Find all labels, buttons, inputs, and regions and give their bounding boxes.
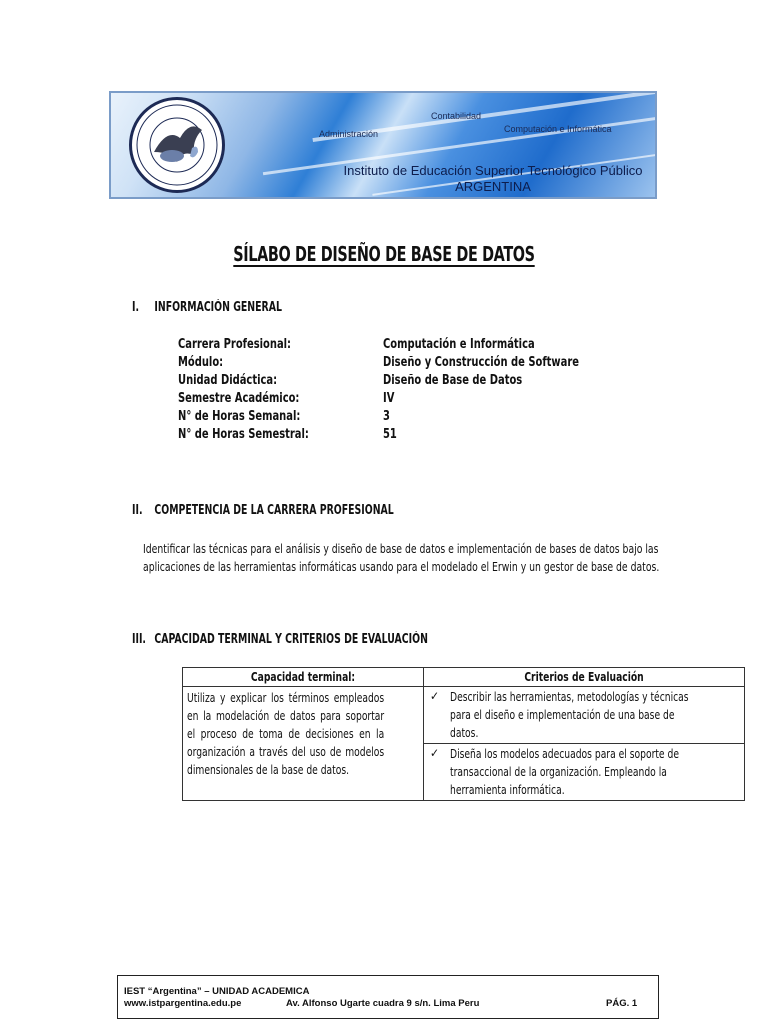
section-heading-2 [132, 503, 394, 518]
banner-title-line2: ARGENTINA [455, 179, 531, 194]
criterio-text: Describir las herramientas, metodologías y técnicas para el diseño e implementación de una base de datos. [450, 690, 689, 740]
header-label: Capacidad terminal: [250, 670, 356, 684]
section-number: II. [132, 503, 143, 518]
info-value: Computación e Informática [383, 337, 535, 352]
criterio-cell [424, 687, 745, 744]
banner-label-administracion: Administración [319, 129, 379, 139]
section-number: III. [132, 632, 146, 647]
table-row [183, 687, 745, 744]
competencia-paragraph: Identificar las técnicas para el análisis y diseño de base de datos e implementación de bases de datos bajo las aplicaciones de las herramientas informáticas usando para el modelado el Erwin y un gestor de base de datos. [143, 542, 660, 574]
table-header-capacidad [183, 668, 424, 687]
info-label: N° de Horas Semestral: [178, 427, 309, 442]
table-header-row [183, 668, 745, 687]
info-value: 51 [383, 427, 397, 442]
section-title: INFORMACIÓN GENERAL [154, 300, 282, 315]
info-value: IV [383, 391, 395, 406]
document-title: SÍLABO DE DISEÑO DE BASE DE DATOS [233, 242, 535, 266]
banner-label-computacion: Computación e Informática [504, 124, 612, 134]
section-title: COMPETENCIA DE LA CARRERA PROFESIONAL [154, 503, 394, 518]
section-heading-3 [132, 632, 428, 647]
banner-institute-title [333, 163, 653, 195]
checkmark-icon: ✓ [430, 689, 440, 703]
section-number: I. [132, 300, 140, 315]
institute-seal-logo [129, 97, 225, 193]
capacidad-cell [183, 687, 424, 801]
info-value: 3 [383, 409, 390, 424]
info-value: Diseño de Base de Datos [383, 373, 523, 388]
banner-title-line1: Instituto de Educación Superior Tecnológico Público [343, 163, 643, 178]
footer-address: Av. Alfonso Ugarte cuadra 9 s/n. Lima Peru [286, 998, 480, 1009]
section-title: CAPACIDAD TERMINAL Y CRITERIOS DE EVALUACIÓN [154, 632, 428, 647]
info-label: Unidad Didáctica: [178, 373, 278, 388]
section-heading-1 [132, 300, 282, 315]
criterio-text: Diseña los modelos adecuados para el soporte de transaccional de la organización. Empleando la herramienta informática. [450, 747, 679, 797]
checkmark-icon: ✓ [430, 746, 440, 760]
footer-website-link[interactable]: www.istpargentina.edu.pe [124, 998, 242, 1009]
header-label: Criterios de Evaluación [524, 670, 644, 684]
info-label: Módulo: [178, 355, 224, 370]
page-footer [117, 975, 659, 1019]
banner-label-contabilidad: Contabilidad [431, 111, 482, 121]
table-header-criterios [424, 668, 745, 687]
info-label: N° de Horas Semanal: [178, 409, 301, 424]
footer-page-number: PÁG. 1 [606, 998, 638, 1009]
footer-institution: IEST “Argentina” – UNIDAD ACADEMICA [124, 986, 310, 997]
criteria-table [182, 667, 745, 801]
info-value: Diseño y Construcción de Software [383, 355, 579, 370]
header-banner [109, 91, 657, 199]
info-label: Semestre Académico: [178, 391, 300, 406]
capacidad-text: Utiliza y explicar los términos empleados en la modelación de datos para soportar el proceso de toma de decisiones en la organización a través del uso de modelos dimensionales de la base de datos. [187, 691, 385, 777]
info-label: Carrera Profesional: [178, 337, 292, 352]
criterio-cell [424, 744, 745, 801]
